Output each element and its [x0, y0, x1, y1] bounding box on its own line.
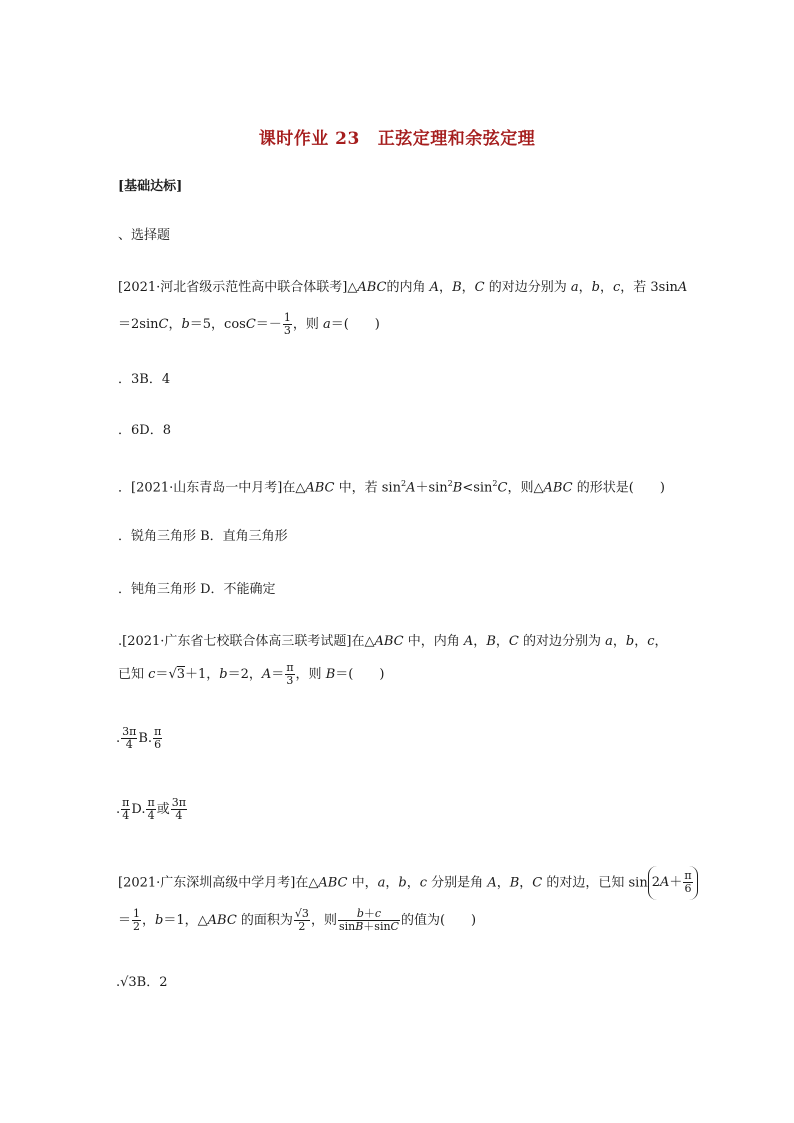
denominator: 3 [283, 324, 291, 337]
text: ， [578, 280, 592, 295]
var: C [158, 317, 169, 332]
text: ＝2sin [118, 317, 159, 332]
q4-options-row1: .√3B．2 [116, 975, 168, 990]
text: ＝－ [255, 317, 282, 332]
text: ， [406, 875, 420, 891]
q3-line1 [118, 633, 668, 651]
fraction [283, 312, 292, 337]
fraction [285, 662, 294, 687]
q4-line1 [118, 866, 698, 901]
text: ， [142, 913, 156, 928]
text: ， [519, 875, 533, 891]
var: A [487, 875, 497, 891]
denominator: 4 [125, 738, 133, 751]
text: 的内角 [386, 280, 430, 295]
var: B [452, 480, 463, 496]
text: ，若 3sin [620, 280, 678, 295]
var: a [570, 280, 579, 295]
q1-line2 [118, 308, 380, 342]
var: A [261, 667, 272, 682]
numerator: 1 [283, 311, 291, 324]
var: C [245, 317, 256, 332]
text: 分别是角 [427, 875, 488, 891]
option-a-fraction [121, 726, 137, 751]
numerator: π [147, 796, 155, 809]
text: 的值为( ) [400, 913, 477, 928]
text: ＝2， [227, 667, 262, 682]
text: ＝1，△ [163, 913, 208, 928]
denominator: 6 [684, 882, 692, 895]
var: B [486, 634, 496, 649]
var: C [390, 920, 399, 933]
denominator: 4 [122, 809, 130, 822]
part-heading: 、选择题 [118, 228, 171, 243]
text: [2021·广东深圳高级中学月考]在△ [118, 875, 319, 891]
text: ， [439, 280, 453, 295]
denominator: 6 [154, 738, 162, 751]
text: 或 [156, 802, 170, 817]
text: .[2021·广东省七校联合体高三联考试题]在△ [118, 634, 375, 649]
fraction [338, 908, 400, 933]
text: 2 [651, 875, 660, 890]
parenthesis-group [648, 866, 698, 900]
numerator: π [122, 796, 130, 809]
q3-line2 [118, 658, 384, 692]
q1-source: [2021·河北省级示范性高中联合体联考] [118, 280, 348, 295]
option-d-fraction-2 [171, 797, 187, 822]
var: a [322, 317, 331, 332]
text: ， [495, 634, 509, 649]
option-b-label: B. [138, 731, 153, 746]
text: ＋sin [415, 480, 448, 496]
text: 的形状是( ) [572, 480, 665, 496]
superscript: 2 [447, 479, 453, 488]
text: ，则△ [507, 480, 544, 496]
fraction [132, 908, 141, 933]
text: 已知 [118, 667, 149, 682]
text: ＋ [363, 907, 375, 920]
text: ＝( ) [335, 667, 385, 682]
text: ， [496, 875, 510, 891]
text: ＋sin [363, 920, 391, 933]
var: C [532, 875, 543, 891]
var: b [356, 907, 364, 920]
option-d-fraction [146, 797, 155, 822]
var: B [452, 280, 462, 295]
var: ABC [357, 280, 387, 295]
var: A [677, 280, 688, 295]
numerator: π [684, 869, 692, 882]
q1-options-row2: ．6D．8 [118, 423, 171, 438]
q1-options-row1: ．3B．4 [118, 372, 171, 387]
var: ABC [305, 480, 335, 496]
var: b [181, 317, 190, 332]
var: c [419, 875, 428, 891]
var: b [219, 667, 228, 682]
var: C [508, 634, 519, 649]
text: ＋1， [185, 667, 220, 682]
text: ，则 [292, 317, 323, 332]
text: ＝( ) [330, 317, 380, 332]
var: C [497, 480, 508, 496]
q2-line [118, 475, 665, 497]
numerator: π [286, 661, 294, 674]
numerator: √3 [294, 907, 309, 920]
option-b-fraction [153, 726, 162, 751]
option-d-label: D. [131, 802, 146, 817]
var: ABC [374, 634, 404, 649]
denominator [338, 921, 400, 933]
fraction [683, 870, 692, 895]
triangle-symbol: △ [347, 280, 358, 295]
text: ，则 [310, 913, 337, 928]
text: ＝ [271, 667, 285, 682]
option-c-fraction [121, 797, 130, 822]
page-title [0, 124, 794, 149]
denominator: 4 [147, 809, 155, 822]
var: A [660, 875, 670, 890]
numerator: 3π [122, 725, 137, 738]
text: ，则 [295, 667, 326, 682]
var: B [509, 875, 520, 891]
var: a [377, 875, 386, 891]
numerator: 1 [133, 907, 141, 920]
var: c [612, 280, 621, 295]
var: A [406, 480, 416, 496]
var: ABC [318, 875, 348, 891]
text: ＝ [118, 913, 132, 928]
var: c [148, 667, 156, 682]
var: A [429, 280, 440, 295]
denominator: 3 [286, 674, 294, 687]
var: B [325, 667, 336, 682]
text: 的对边，已知 sin [542, 875, 648, 891]
text: ， [473, 634, 487, 649]
var: A [463, 634, 474, 649]
denominator: 4 [175, 809, 183, 822]
var: c [647, 634, 655, 649]
var: c [374, 907, 382, 920]
superscript: 2 [400, 479, 407, 488]
q2-options-row1: ．锐角三角形 B．直角三角形 [118, 529, 288, 544]
q3-options-row2: . $\frac{\pi}{4}$ D. $\frac{\pi}{4}$ 或 $\frac{3\pi}{4}$ [116, 796, 186, 822]
denominator: 2 [133, 920, 141, 933]
denominator: 2 [298, 920, 306, 933]
text: ， [612, 634, 626, 649]
text: ， [461, 280, 475, 295]
var: b [625, 634, 635, 649]
title-main: 课时作业 23 [258, 129, 360, 149]
q1-line1 [118, 279, 687, 297]
numerator: 3π [171, 796, 186, 809]
text: ＝5，cos [189, 317, 246, 332]
text: ＝ [155, 667, 169, 682]
text: 中， [347, 875, 378, 891]
text: ， [634, 634, 648, 649]
text: ， [654, 634, 668, 649]
var: ABC [207, 913, 237, 928]
text: 的对边分别为 [518, 634, 606, 649]
numerator: π [154, 725, 162, 738]
sqrt-symbol: √ [168, 667, 177, 682]
var: b [398, 875, 407, 891]
q3-options-row1: . $\frac{3\pi}{4}$ B. $\frac{\pi}{6}$ [116, 725, 162, 751]
var: b [591, 280, 600, 295]
q2-options-row2: ．钝角三角形 D．不能确定 [118, 582, 276, 597]
text: sin [338, 920, 356, 933]
text: ＋ [669, 875, 683, 890]
text: ， [599, 280, 613, 295]
section-heading: [基础达标] [118, 179, 183, 194]
fraction [294, 908, 310, 933]
text: ．[2021·山东青岛一中月考]在△ [118, 480, 306, 496]
text: ， [385, 875, 399, 891]
var: b [155, 913, 164, 928]
text: <sin [462, 480, 493, 496]
text: ， [168, 317, 182, 332]
superscript: 2 [492, 479, 498, 488]
var: B [355, 920, 364, 933]
text: 中，若 sin [334, 480, 401, 496]
q4-line2 [118, 904, 476, 938]
var: C [474, 280, 485, 295]
text: 中，内角 [403, 634, 464, 649]
radicand: 3 [176, 667, 186, 682]
title-sub: 正弦定理和余弦定理 [377, 129, 536, 149]
text: 的面积为 [236, 913, 293, 928]
var: a [605, 634, 613, 649]
var: ABC [543, 480, 573, 496]
text: 的对边分别为 [484, 280, 571, 295]
